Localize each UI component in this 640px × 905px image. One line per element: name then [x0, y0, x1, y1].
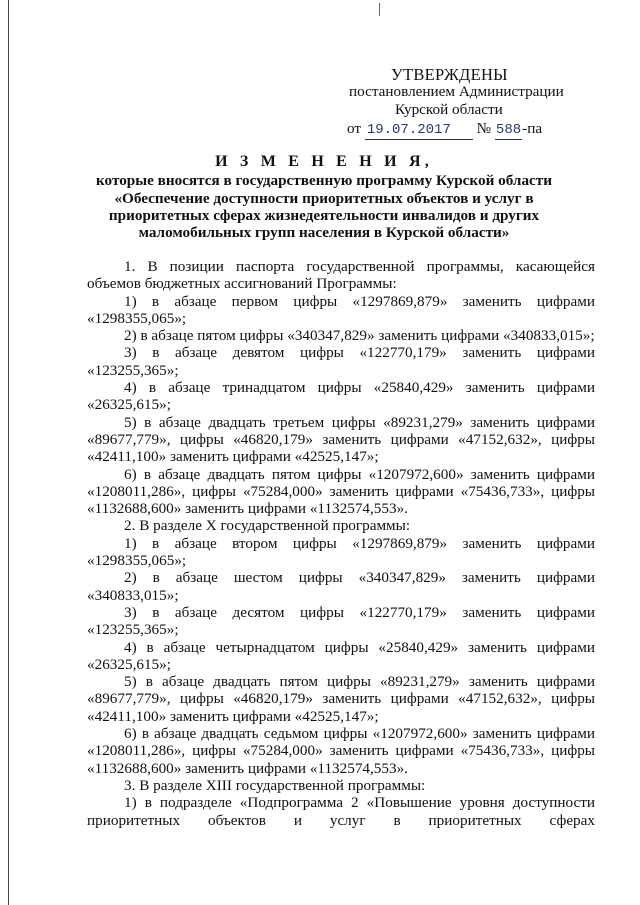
paragraph: 6) в абзаце двадцать пятом цифры «1207972,600» заменить цифрами «1208011,286», цифры «75284,000» заменить цифрами «75436,733», цифры «1132688,600» заменить цифрами «1132574,553».: [87, 465, 595, 518]
paragraph: 1. В позиции паспорта государственной программы, касающейся объемов бюджетных ассигнований Программы:: [87, 258, 595, 293]
paragraph: 3) в абзаце девятом цифры «122770,179» заменить цифрами «123255,365»;: [87, 344, 595, 379]
paragraph: 2) в абзаце шестом цифры «340347,829» заменить цифрами «340833,015»;: [87, 569, 595, 604]
paragraph: 5) в абзаце двадцать пятом цифры «89231,279» заменить цифрами «89677,779», цифры «46820,179» заменить цифрами «47152,632», цифры «42411,100» заменить цифрами «42525,147»;: [87, 673, 595, 725]
date-prefix: от: [347, 119, 362, 137]
heading-title: И З М Е Н Е Н И Я,: [215, 153, 433, 170]
paragraph: 4) в абзаце тринадцатом цифры «25840,429» заменить цифрами «26325,615»;: [87, 379, 595, 414]
heading-line: маломобильных групп населения в Курской области»: [138, 224, 510, 242]
paragraph: 1) в абзаце первом цифры «1297869,879» заменить цифрами «1298355,065»;: [87, 292, 595, 327]
paragraph: 3) в абзаце десятом цифры «122770,179» заменить цифрами «123255,365»;: [87, 603, 595, 639]
document-heading: [60, 153, 588, 241]
paragraph: 1) в подразделе «Подпрограмма 2 «Повышение уровня доступности приоритетных объектов и услуг в приоритетных сферах: [87, 794, 595, 829]
date-value: 19.07.2017: [365, 122, 473, 140]
document-body: [87, 258, 595, 829]
paragraph: 2. В разделе X государственной программы:: [124, 517, 411, 535]
approval-title: УТВЕРЖДЕНЫ: [391, 65, 508, 84]
number-prefix: №: [476, 119, 492, 137]
paragraph: 4) в абзаце четырнадцатом цифры «25840,429» заменить цифрами «26325,615»;: [87, 638, 595, 673]
approval-decree-line: постановлением Администрации: [349, 83, 564, 101]
number-value: 588: [495, 122, 522, 140]
approval-date-row: [347, 120, 577, 140]
scan-left-edge: [8, 0, 9, 905]
paragraph: 6) в абзаце двадцать седьмом цифры «1207972,600» заменить цифрами «1208011,286», цифры «75284,000» заменить цифрами «75436,733», цифры «1132688,600» заменить цифрами «1132574,553».: [87, 725, 595, 777]
paragraph: 2) в абзаце пятом цифры «340347,829» заменить цифрами «340833,015»;: [124, 327, 595, 345]
heading-line: которые вносятся в государственную программу Курской области: [96, 172, 552, 190]
approval-region-line: Курской области: [395, 100, 503, 118]
paragraph: 5) в абзаце двадцать третьем цифры «89231,279» заменить цифрами «89677,779», цифры «46820,179» заменить цифрами «47152,632», цифры «42411,100» заменить цифрами «42525,147»;: [87, 413, 595, 466]
approval-stamp: [347, 66, 577, 140]
heading-line: приоритетных сферах жизнедеятельности инвалидов и других: [108, 206, 540, 224]
scan-top-mark: [379, 3, 380, 16]
heading-line: «Обеспечение доступности приоритетных объектов и услуг в: [114, 189, 534, 207]
number-suffix: -па: [522, 119, 543, 137]
paragraph: 1) в абзаце втором цифры «1297869,879» заменить цифрами «1298355,065»;: [87, 534, 595, 570]
paragraph: 3. В разделе XIII государственной программы:: [124, 776, 426, 794]
